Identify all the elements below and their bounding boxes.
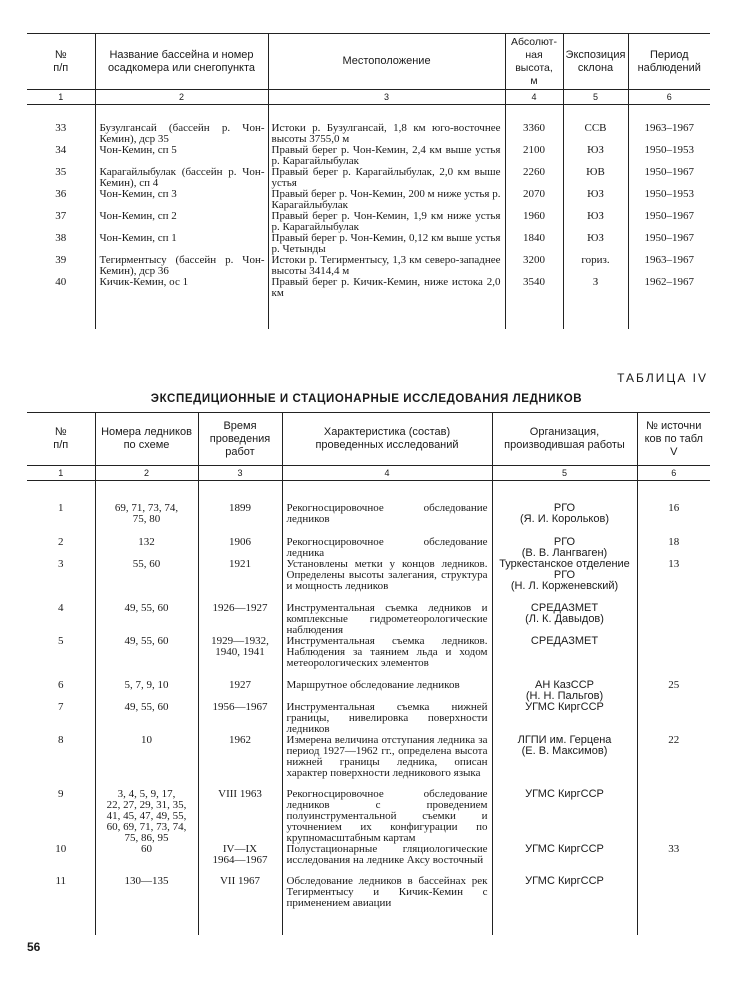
header-period: Период наблюдений [628,34,710,90]
research-description: Полустационарные гляциологические исследования на леднике Аксу восточный [282,844,492,876]
glacier-numbers: 3, 4, 5, 9, 17, 22, 27, 29, 31, 35, 41, 45, 47, 49, 55, 60, 69, 71, 73, 74, 75, 86, 95 [95,789,198,844]
col-number: 6 [637,466,710,481]
col-number: 1 [27,466,95,481]
research-description: Измерена величина отступания ледника за период 1927—1962 гг., определена высота нижней границы ледника, описан характер поверхности ледникового языка [282,735,492,789]
organization: РГО (В. В. Лангваген) [492,537,637,559]
research-description: Рекогносцировочное обследование ледников [282,503,492,537]
col-number: 3 [268,90,505,105]
table-label: ТАБЛИЦА IV [617,371,708,385]
row-number: 37 [55,211,67,222]
glacier-numbers: 69, 71, 73, 74, 75, 80 [95,503,198,537]
research-description: Рекогносцировочное обследование ледников с проведением полуинструментальной съемки и уточнением их конфигурации по крупномасштабным картам [282,789,492,844]
source-number: 22 [637,735,710,789]
station-location: Правый берег р. Чон-Кемин, 0,12 км выше устья р. Четынды [268,233,505,255]
exposure-value: ЮЗ [563,145,628,167]
organization: УГМС КиргССР [492,789,637,844]
glacier-numbers: 10 [95,735,198,789]
header-organization: Организация, производившая работы [492,413,637,466]
glacier-numbers: 132 [95,537,198,559]
row-number: 3 [58,559,64,570]
row-number: 40 [55,277,67,288]
row-number: 2 [58,537,64,548]
glacier-numbers: 49, 55, 60 [95,636,198,680]
col-number: 2 [95,466,198,481]
station-location: Правый берег р. Кичик-Кемин, ниже истока 2,0 км [268,277,505,299]
organization: УГМС КиргССР [492,876,637,909]
altitude-value: 1960 [505,211,563,233]
col-number: 3 [198,466,282,481]
station-location: Правый берег р. Чон-Кемин, 200 м ниже устья р. Карагайлыбулак [268,189,505,211]
row-number: 36 [55,189,67,200]
period-value: 1963–1967 [628,123,710,145]
header-number: № п/п [27,413,95,466]
col-number: 5 [563,90,628,105]
source-number: 25 [637,680,710,702]
row-number: 7 [58,702,64,713]
table-row [27,844,710,876]
altitude-value: 2070 [505,189,563,211]
station-location: Правый берег р. Карагайлыбулак, 2,0 км выше устья [268,167,505,189]
work-time: 1926—1927 [198,603,282,636]
table-header-row [27,34,710,90]
station-location: Правый берег р. Чон-Кемин, 1,9 км ниже устья р. Карагайлыбулак [268,211,505,233]
research-description: Инструментальная съемка ледников и комплексные гидрометеорологические наблюдения [282,603,492,636]
table-row [27,211,710,233]
source-number [637,603,710,636]
table-row [27,559,710,603]
source-number [637,636,710,680]
period-value: 1962–1967 [628,277,710,299]
organization: СРЕДАЗМЕТ [492,636,637,680]
altitude-value: 2260 [505,167,563,189]
work-time: VIII 1963 [198,789,282,844]
organization: РГО (Я. И. Корольков) [492,503,637,537]
col-number: 6 [628,90,710,105]
row-number: 38 [55,233,67,244]
row-number: 39 [55,255,67,266]
col-number: 4 [282,466,492,481]
period-value: 1950–1953 [628,145,710,167]
header-location: Местоположение [268,34,505,90]
exposure-value: ЮЗ [563,233,628,255]
research-description: Инструментальная съемка нижней границы, нивелировка поверхности ледников [282,702,492,735]
table-header-row [27,413,710,466]
header-sources: № источни ков по табл V [637,413,710,466]
row-number: 5 [58,636,64,647]
table-row [27,167,710,189]
station-name: Чон-Кемин, сп 5 [95,145,268,167]
precipitation-gauges-table [27,33,710,329]
organization: УГМС КиргССР [492,702,637,735]
source-number [637,702,710,735]
source-number: 33 [637,844,710,876]
work-time: 1899 [198,503,282,537]
row-number: 6 [58,680,64,691]
row-number: 8 [58,735,64,746]
source-number: 18 [637,537,710,559]
station-name: Кичик-Кемин, ос 1 [95,277,268,299]
organization: УГМС КиргССР [492,844,637,876]
header-research-description: Характеристика (состав) проведенных исследований [282,413,492,466]
research-description: Обследование ледников в бассейнах рек Тегирментысу и Кичик-Кемин с применением авиации [282,876,492,909]
work-time: 1906 [198,537,282,559]
row-number: 11 [55,876,67,887]
table-row [27,876,710,909]
header-exposure: Экспозиция склона [563,34,628,90]
research-description: Инструментальная съемка ледников. Наблюдения за таянием льда и ходом метеорологических элементов [282,636,492,680]
station-name: Бузулгансай (бассейн р. Чон-Кемин), дср 35 [95,123,268,145]
source-number [637,876,710,909]
table-row [27,680,710,702]
source-number: 16 [637,503,710,537]
glacier-numbers: 5, 7, 9, 10 [95,680,198,702]
station-name: Чон-Кемин, сп 2 [95,211,268,233]
row-number: 34 [55,145,67,156]
work-time: 1956—1967 [198,702,282,735]
research-description: Установлены метки у концов ледников. Определены высоты залегания, структура и мощность ледников [282,559,492,603]
organization: ЛГПИ им. Герцена (Е. В. Максимов) [492,735,637,789]
work-time: IV—IX 1964—1967 [198,844,282,876]
organization: АН КазССР (Н. Н. Пальгов) [492,680,637,702]
row-number: 4 [58,603,64,614]
row-number: 9 [58,789,64,800]
table-row [27,255,710,277]
station-name: Тегирментысу (бассейн р. Чон-Кемин), дср 36 [95,255,268,277]
table-row [27,636,710,680]
col-number: 4 [505,90,563,105]
header-number: № п/п [27,34,95,90]
header-altitude: Абсолют- ная высота, м [505,34,563,90]
col-number: 2 [95,90,268,105]
source-number [637,789,710,844]
table-row [27,189,710,211]
table-row [27,145,710,167]
altitude-value: 1840 [505,233,563,255]
station-name: Чон-Кемин, сп 1 [95,233,268,255]
header-work-time: Время проведения работ [198,413,282,466]
table-row [27,537,710,559]
glacier-numbers: 49, 55, 60 [95,702,198,735]
period-value: 1963–1967 [628,255,710,277]
header-glacier-numbers: Номера ледников по схеме [95,413,198,466]
header-basin-name: Название бассейна и номер осадкомера или снегопункта [95,34,268,90]
exposure-value: ЮЗ [563,189,628,211]
glacier-numbers: 130—135 [95,876,198,909]
column-number-row [27,466,710,481]
column-number-row [27,90,710,105]
altitude-value: 3200 [505,255,563,277]
table-row [27,233,710,255]
table-row [27,277,710,299]
table-row [27,735,710,789]
period-value: 1950–1953 [628,189,710,211]
station-name: Карагайлыбулак (бассейн р. Чон-Кемин), сп 4 [95,167,268,189]
station-location: Правый берег р. Чон-Кемин, 2,4 км выше устья р. Карагайлыбулак [268,145,505,167]
glacier-numbers: 49, 55, 60 [95,603,198,636]
organization: Туркестанское отделение РГО (Н. Л. Корженевский) [492,559,637,603]
glacier-numbers: 55, 60 [95,559,198,603]
altitude-value: 3540 [505,277,563,299]
row-number: 35 [55,167,67,178]
table-row [27,789,710,844]
work-time: 1962 [198,735,282,789]
table-row [27,603,710,636]
work-time: VII 1967 [198,876,282,909]
row-number: 1 [58,503,64,514]
research-description: Маршрутное обследование ледников [282,680,492,702]
station-name: Чон-Кемин, сп 3 [95,189,268,211]
glacier-research-table [27,412,710,935]
table-row [27,503,710,537]
row-number: 33 [55,123,67,134]
source-number: 13 [637,559,710,603]
row-number: 10 [55,844,67,855]
exposure-value: ЮВ [563,167,628,189]
work-time: 1927 [198,680,282,702]
table-row [27,702,710,735]
period-value: 1950–1967 [628,211,710,233]
col-number: 5 [492,466,637,481]
altitude-value: 3360 [505,123,563,145]
exposure-value: гориз. [563,255,628,277]
exposure-value: ЮЗ [563,211,628,233]
station-location: Истоки р. Тегирментысу, 1,3 км северо-западнее высоты 3414,4 м [268,255,505,277]
work-time: 1929—1932, 1940, 1941 [198,636,282,680]
exposure-value: ССВ [563,123,628,145]
altitude-value: 2100 [505,145,563,167]
table-title: ЭКСПЕДИЦИОННЫЕ И СТАЦИОНАРНЫЕ ИССЛЕДОВАНИЯ ЛЕДНИКОВ [150,393,583,405]
table-row [27,123,710,145]
col-number: 1 [27,90,95,105]
exposure-value: З [563,277,628,299]
period-value: 1950–1967 [628,233,710,255]
station-location: Истоки р. Бузулгансай, 1,8 км юго-восточнее высоты 3755,0 м [268,123,505,145]
organization: СРЕДАЗМЕТ (Л. К. Давыдов) [492,603,637,636]
research-description: Рекогносцировочное обследование ледника [282,537,492,559]
page-number: 56 [27,940,41,954]
period-value: 1950–1967 [628,167,710,189]
glacier-numbers: 60 [95,844,198,876]
work-time: 1921 [198,559,282,603]
